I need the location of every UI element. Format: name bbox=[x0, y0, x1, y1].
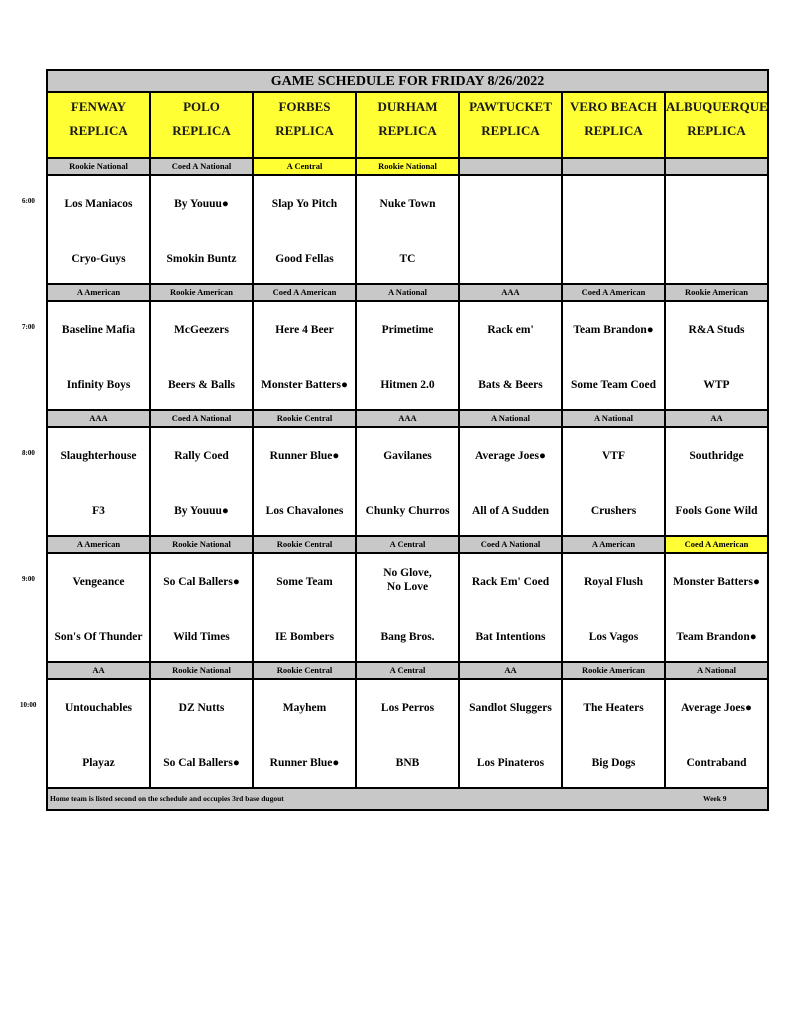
home-team: Chunky Churros bbox=[365, 505, 450, 517]
away-team: Nuke Town bbox=[379, 198, 436, 210]
away-team: Rally Coed bbox=[174, 450, 229, 462]
division-label: Rookie National bbox=[151, 537, 254, 552]
home-team: Los Chavalones bbox=[265, 505, 344, 517]
away-team: VTF bbox=[602, 450, 625, 462]
division-label: A National bbox=[460, 411, 563, 426]
away-team: Slap Yo Pitch bbox=[271, 198, 338, 210]
game-cell bbox=[666, 428, 767, 539]
home-team: WTP bbox=[703, 379, 730, 391]
away-team: Monster Batters● bbox=[673, 576, 760, 588]
game-cell bbox=[563, 176, 666, 287]
time-slot-label: 7:00 bbox=[22, 323, 35, 331]
away-team: Royal Flush bbox=[583, 576, 644, 588]
division-label: A American bbox=[563, 537, 666, 552]
game-cell bbox=[666, 554, 767, 665]
home-team: Monster Batters● bbox=[261, 379, 348, 391]
game-cell bbox=[254, 302, 357, 413]
field-header bbox=[151, 93, 254, 157]
field-header bbox=[666, 93, 767, 157]
schedule-footer bbox=[48, 787, 767, 809]
division-label: AAA bbox=[48, 411, 151, 426]
away-team: Rack em' bbox=[487, 324, 534, 336]
division-label bbox=[460, 159, 563, 174]
away-team: Baseline Mafia bbox=[61, 324, 136, 336]
away-team: R&A Studs bbox=[688, 324, 745, 336]
game-cell bbox=[357, 176, 460, 287]
away-team: Los Maniacos bbox=[64, 198, 133, 210]
game-cell bbox=[357, 680, 460, 791]
home-team: Wild Times bbox=[173, 631, 230, 643]
away-team: Los Perros bbox=[380, 702, 435, 714]
division-row bbox=[48, 157, 767, 176]
division-label: A American bbox=[48, 537, 151, 552]
field-name: FORBES bbox=[278, 99, 331, 114]
field-subtitle: REPLICA bbox=[69, 123, 128, 138]
game-cell bbox=[460, 302, 563, 413]
away-team: By Youuu● bbox=[174, 198, 229, 210]
home-team: By Youuu● bbox=[174, 505, 229, 517]
away-team: McGeezers bbox=[174, 324, 229, 336]
home-team: Los Vagos bbox=[588, 631, 639, 643]
game-cell bbox=[563, 554, 666, 665]
division-row bbox=[48, 661, 767, 680]
division-label: A Central bbox=[357, 663, 460, 678]
game-cell bbox=[460, 680, 563, 791]
division-row bbox=[48, 409, 767, 428]
game-cell bbox=[666, 176, 767, 287]
schedule-sheet bbox=[46, 69, 769, 811]
game-cell bbox=[666, 302, 767, 413]
division-label: Rookie American bbox=[684, 287, 749, 297]
home-team: Crushers bbox=[590, 505, 637, 517]
game-cell bbox=[48, 554, 151, 665]
home-team: Runner Blue● bbox=[269, 757, 340, 769]
game-cell bbox=[151, 176, 254, 287]
division-label: Coed A American bbox=[563, 285, 666, 300]
away-team: Some Team bbox=[276, 576, 333, 588]
time-slot-label: 9:00 bbox=[22, 575, 35, 583]
home-team: BNB bbox=[395, 757, 420, 769]
home-team: All of A Sudden bbox=[471, 505, 550, 517]
game-cell bbox=[357, 302, 460, 413]
field-subtitle: REPLICA bbox=[687, 123, 746, 138]
away-team: No Glove, No Love bbox=[383, 567, 432, 593]
division-label: AAA bbox=[460, 285, 563, 300]
away-team: Sandlot Sluggers bbox=[469, 702, 552, 714]
home-team: IE Bombers bbox=[274, 631, 335, 643]
division-label: A National bbox=[563, 411, 666, 426]
time-slot-label: 10:00 bbox=[20, 701, 37, 709]
home-team: Cryo-Guys bbox=[71, 253, 126, 265]
division-label: Rookie National bbox=[48, 159, 151, 174]
division-label: Coed A American bbox=[254, 285, 357, 300]
game-cell bbox=[48, 302, 151, 413]
home-team: So Cal Ballers● bbox=[163, 757, 240, 769]
away-team: Average Joes● bbox=[475, 450, 546, 462]
home-team: Hitmen 2.0 bbox=[380, 379, 435, 391]
field-name: FENWAY bbox=[70, 99, 127, 114]
game-cell bbox=[666, 680, 767, 791]
division-label: Rookie National bbox=[357, 159, 460, 174]
division-label: Rookie American bbox=[563, 663, 666, 678]
game-cell bbox=[254, 428, 357, 539]
game-cell bbox=[460, 554, 563, 665]
away-team: Slaughterhouse bbox=[60, 450, 137, 462]
schedule-title: GAME SCHEDULE FOR FRIDAY 8/26/2022 bbox=[48, 71, 767, 93]
division-label: Rookie National bbox=[151, 663, 254, 678]
field-subtitle: REPLICA bbox=[275, 123, 334, 138]
field-subtitle: REPLICA bbox=[172, 123, 231, 138]
home-team: Beers & Balls bbox=[167, 379, 236, 391]
division-label bbox=[563, 159, 666, 174]
home-team: Bats & Beers bbox=[478, 379, 543, 391]
game-cell bbox=[357, 428, 460, 539]
division-label: A Central bbox=[357, 537, 460, 552]
week-label: Week 9 bbox=[703, 794, 727, 803]
division-label bbox=[666, 159, 767, 174]
field-header bbox=[357, 93, 460, 157]
game-cell bbox=[48, 428, 151, 539]
away-team: Here 4 Beer bbox=[275, 324, 334, 336]
game-cell bbox=[563, 680, 666, 791]
home-team: Infinity Boys bbox=[66, 379, 131, 391]
home-team: Fools Gone Wild bbox=[675, 505, 758, 517]
division-row bbox=[48, 535, 767, 554]
away-team: Vengeance bbox=[72, 576, 125, 588]
away-team: Average Joes● bbox=[681, 702, 752, 714]
field-subtitle: REPLICA bbox=[378, 123, 437, 138]
division-label: AA bbox=[460, 663, 563, 678]
field-name: VERO BEACH bbox=[569, 99, 658, 114]
division-label: Rookie American bbox=[151, 285, 254, 300]
division-label: A American bbox=[48, 285, 151, 300]
field-name: DURHAM bbox=[377, 99, 438, 114]
home-team: Contraband bbox=[686, 757, 747, 769]
home-team: Los Pinateros bbox=[476, 757, 545, 769]
home-team: Bat Intentions bbox=[475, 631, 546, 643]
away-team: DZ Nutts bbox=[178, 702, 225, 714]
field-header bbox=[563, 93, 666, 157]
home-team: Bang Bros. bbox=[380, 631, 435, 643]
game-cell bbox=[460, 176, 563, 287]
time-slot-label: 6:00 bbox=[22, 197, 35, 205]
division-label: Coed A National bbox=[151, 159, 254, 174]
division-label: Rookie Central bbox=[254, 411, 357, 426]
division-label: A National bbox=[697, 665, 736, 675]
field-subtitle: REPLICA bbox=[481, 123, 540, 138]
field-header bbox=[254, 93, 357, 157]
field-name: PAWTUCKET bbox=[469, 99, 552, 114]
away-team: The Heaters bbox=[583, 702, 644, 714]
division-label: AA bbox=[710, 413, 723, 423]
away-team: Rack Em' Coed bbox=[471, 576, 550, 588]
division-label: AAA bbox=[357, 411, 460, 426]
away-team: Team Brandon● bbox=[573, 324, 654, 336]
division-label: Rookie Central bbox=[254, 537, 357, 552]
home-team: Team Brandon● bbox=[676, 631, 757, 643]
division-label: A Central bbox=[254, 159, 357, 174]
game-cell bbox=[48, 176, 151, 287]
away-team: Southridge bbox=[689, 450, 744, 462]
field-name: POLO bbox=[183, 99, 220, 114]
field-header bbox=[460, 93, 563, 157]
game-cell bbox=[563, 302, 666, 413]
game-cell bbox=[357, 554, 460, 665]
home-team: F3 bbox=[92, 505, 105, 517]
division-label: Coed A American bbox=[666, 537, 767, 552]
home-team: Some Team Coed bbox=[571, 379, 656, 391]
home-team: Big Dogs bbox=[591, 757, 636, 769]
game-cell bbox=[254, 176, 357, 287]
home-team: TC bbox=[399, 253, 416, 265]
away-team: Mayhem bbox=[282, 702, 327, 714]
game-cell bbox=[48, 680, 151, 791]
game-cell bbox=[254, 680, 357, 791]
division-row bbox=[48, 283, 767, 302]
field-subtitle: REPLICA bbox=[584, 123, 643, 138]
field-header bbox=[48, 93, 151, 157]
away-team: Gavilanes bbox=[383, 450, 432, 462]
footer-note: Home team is listed second on the schedule and occupies 3rd base dugout bbox=[50, 794, 284, 803]
game-cell bbox=[151, 302, 254, 413]
time-slot-label: 8:00 bbox=[22, 449, 35, 457]
division-label: Coed A National bbox=[460, 537, 563, 552]
game-cell bbox=[151, 680, 254, 791]
division-label: AA bbox=[48, 663, 151, 678]
game-cell bbox=[254, 554, 357, 665]
home-team: Smokin Buntz bbox=[166, 253, 237, 265]
home-team: Playaz bbox=[82, 757, 115, 769]
game-cell bbox=[151, 428, 254, 539]
away-team: So Cal Ballers● bbox=[163, 576, 240, 588]
division-label: Coed A National bbox=[151, 411, 254, 426]
home-team: Son's Of Thunder bbox=[54, 631, 143, 643]
home-team: Good Fellas bbox=[275, 253, 334, 265]
away-team: Primetime bbox=[381, 324, 434, 336]
away-team: Runner Blue● bbox=[269, 450, 340, 462]
away-team: Untouchables bbox=[64, 702, 133, 714]
game-cell bbox=[151, 554, 254, 665]
game-cell bbox=[563, 428, 666, 539]
game-cell bbox=[460, 428, 563, 539]
division-label: A National bbox=[357, 285, 460, 300]
field-name: ALBUQUERQUE bbox=[666, 99, 768, 114]
division-label: Rookie Central bbox=[254, 663, 357, 678]
